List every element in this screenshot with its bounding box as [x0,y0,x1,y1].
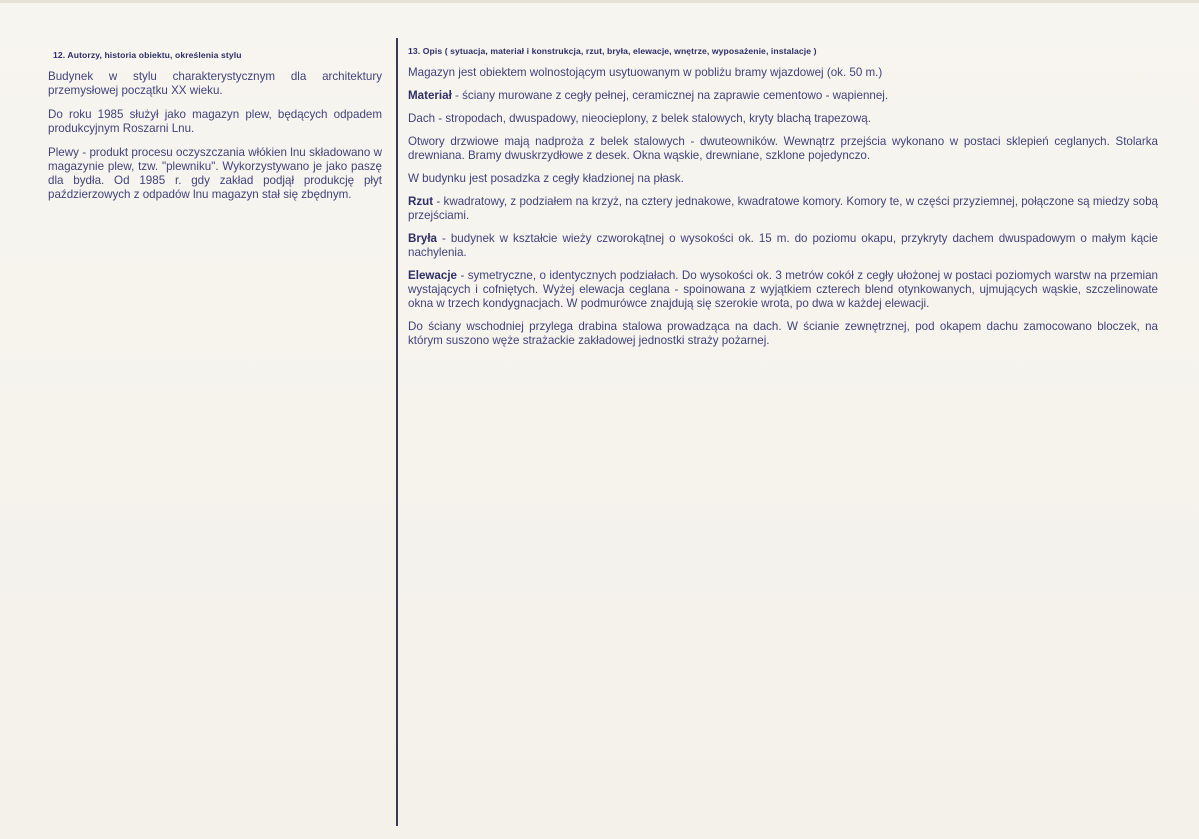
material-lead: Materiał [408,89,452,102]
elevations-paragraph [408,269,1158,311]
situation-paragraph: Magazyn jest obiektem wolnostojącym usytuowanym w pobliżu bramy wjazdowej (ok. 50 m.) [408,66,883,79]
description-column [408,46,1158,357]
massing-lead: Bryła [408,232,438,245]
elevations-lead: Elewacje [408,269,457,282]
column-divider [396,38,398,826]
material-paragraph [408,89,1158,103]
plan-text: - kwadratowy, z podziałem na krzyż, na cztery jednakowe, kwadratowe komory. Komory te, w części przyziemnej, połączone są miedzy sobą przejściami. [408,195,1158,222]
history-heading: 12. Autorzy, historia obiektu, określenia stylu [53,50,242,60]
history-paragraph-3: Plewy - produkt procesu oczyszczania włókien lnu składowano w magazynie plew, tzw. "plewniku". Wykorzystywano je jako paszę dla bydła. Od 1985 r. gdy zakład podjął produkcję płyt paździerzowych z odpadów lnu magazyn stał się zbędnym. [48,146,382,201]
history-paragraph-1: Budynek w stylu charakterystycznym dla architektury przemysłowej początku XX wieku. [48,70,382,97]
plan-paragraph [408,195,1158,223]
massing-text: - budynek w kształcie wieży czworokątnej o wysokości ok. 15 m. do poziomu okapu, przykryty dachem dwuspadowym o małym kącie nachylenia. [408,232,1158,259]
massing-paragraph [408,232,1158,260]
history-column [48,50,382,212]
history-paragraph-2: Do roku 1985 służył jako magazyn plew, będących odpadem produkcyjnym Roszarni Lnu. [48,108,382,135]
description-heading: 13. Opis ( sytuacja, materiał i konstrukcja, rzut, bryła, elewacje, wnętrze, wyposażenie, instalacje ) [408,46,817,56]
roof-paragraph: Dach - stropodach, dwuspadowy, nieocieplony, z belek stalowych, kryty blachą trapezową. [408,112,871,125]
top-edge [0,0,1199,3]
plan-lead: Rzut [408,195,434,208]
openings-paragraph: Otwory drzwiowe mają nadproża z belek stalowych - dwuteowników. Wewnątrz przejścia wykonano w postaci sklepień ceglanych. Stolarka drewniana. Bramy dwuskrzydłowe z desek. Okna wąskie, drewniane, szklone pojedynczo. [408,135,1158,162]
material-text: - ściany murowane z cegły pełnej, ceramicznej na zaprawie cementowo - wapiennej. [451,89,889,102]
ladder-paragraph: Do ściany wschodniej przylega drabina stalowa prowadząca na dach. W ścianie zewnętrznej, pod okapem dachu zamocowano bloczek, na którym suszono węże strażackie zakładowej jednostki straży pożarnej. [408,320,1158,347]
floor-paragraph: W budynku jest posadzka z cegły kładzionej na płask. [408,172,684,185]
elevations-text: - symetryczne, o identycznych podziałach. Do wysokości ok. 3 metrów cokół z cegły ułożonej w postaci poziomych warstw na przemian wystających i cofniętych. Wyżej elewacja ceglana - spoinowana z wyjątkiem czterech blend otynkowanych, ujmujących wąskie, szczelinowate okna w trzech kondygnacjach. W podmurówce znajdują się szerokie wrota, po dwa w każdej elewacji. [408,269,1158,310]
